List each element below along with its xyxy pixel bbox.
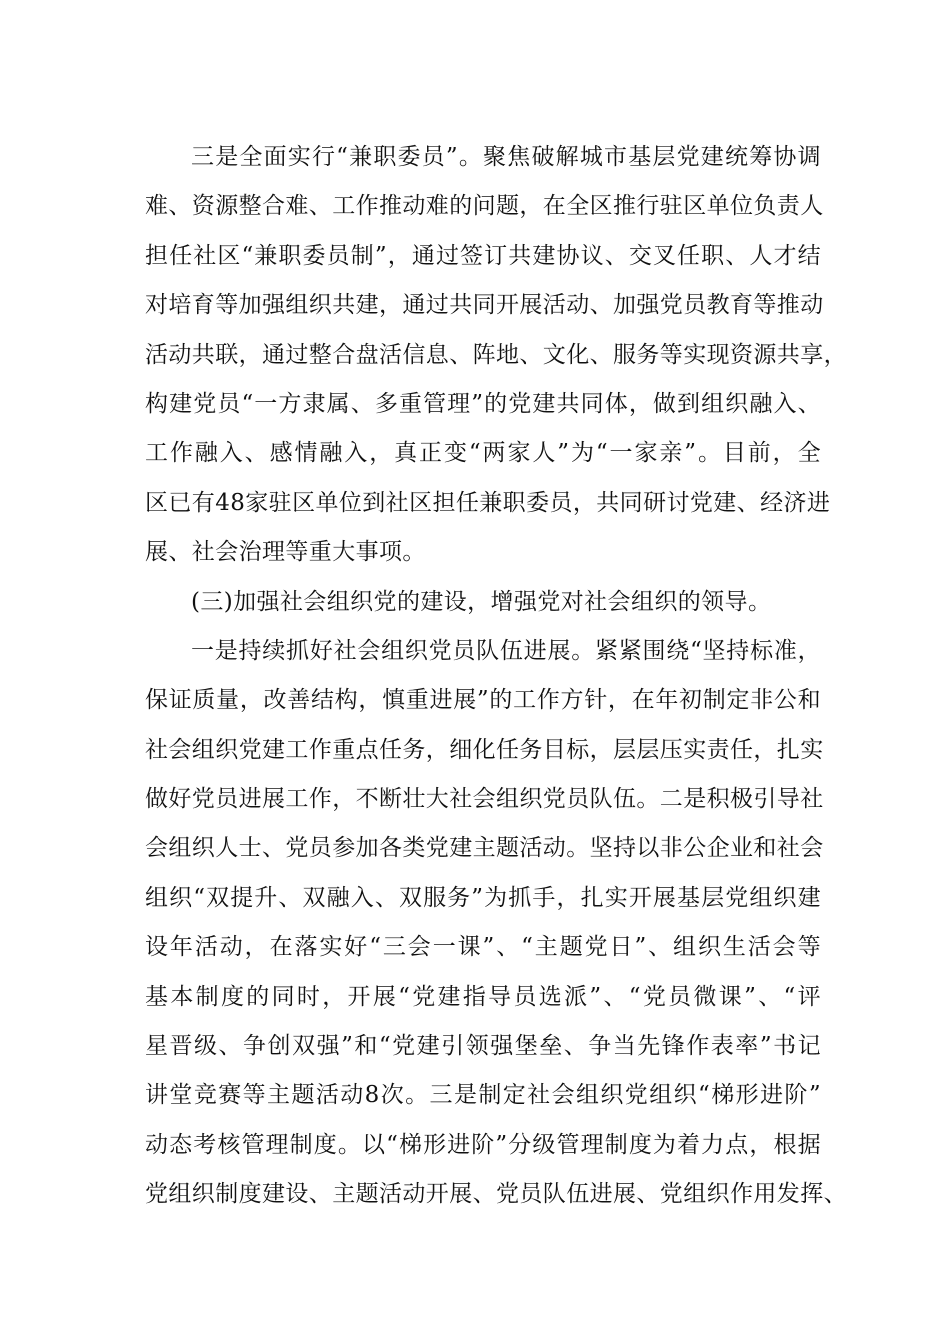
paragraph-line-15: 会组织人士、党员参加各类党建主题活动。坚持以非公企业和社会 — [145, 835, 824, 862]
paragraph-line-4: 对培育等加强组织共建，通过共同开展活动、加强党员教育等推动 — [145, 292, 824, 319]
paragraph-line-2: 难、资源整合难、工作推动难的问题，在全区推行驻区单位负责人 — [145, 193, 824, 220]
paragraph-line-14: 做好党员进展工作，不断壮大社会组织党员队伍。二是积极引导社 — [145, 786, 824, 813]
paragraph-line-6: 构建党员“一方隶属、多重管理”的党建共同体，做到组织融入、 — [145, 390, 821, 417]
section-heading: (三)加强社会组织党的建设，增强党对社会组织的领导。 — [191, 588, 772, 615]
paragraph-line-17: 设年活动，在落实好“三会一课”、“主题党日”、组织生活会等 — [145, 934, 821, 961]
paragraph-line-21: 动态考核管理制度。以“梯形进阶”分级管理制度为着力点，根据 — [145, 1131, 821, 1158]
paragraph-line-5: 活动共联，通过整合盘活信息、阵地、文化、服务等实现资源共享， — [145, 341, 847, 368]
paragraph-line-16: 组织“双提升、双融入、双服务”为抓手，扎实开展基层党组织建 — [145, 884, 821, 911]
paragraph-line-3: 担任社区“兼职委员制”，通过签订共建协议、交叉任职、人才结 — [145, 242, 821, 269]
paragraph-line-13: 社会组织党建工作重点任务，细化任务目标，层层压实责任，扎实 — [145, 736, 824, 763]
paragraph-line-11: 一是持续抓好社会组织党员队伍进展。紧紧围绕“坚持标准， — [191, 637, 821, 664]
paragraph-line-8: 区已有48家驻区单位到社区担任兼职委员，共同研讨党建、经济进 — [145, 489, 831, 516]
paragraph-line-1: 三是全面实行“兼职委员”。聚焦破解城市基层党建统筹协调 — [191, 144, 821, 170]
paragraph-line-20: 讲堂竞赛等主题活动8次。三是制定社会组织党组织“梯形进阶” — [145, 1082, 821, 1109]
paragraph-line-12: 保证质量，改善结构，慎重进展”的工作方针，在年初制定非公和 — [145, 687, 821, 714]
paragraph-line-22: 党组织制度建设、主题活动开展、党员队伍进展、党组织作用发挥、 — [145, 1181, 847, 1208]
paragraph-line-7: 工作融入、感情融入，真正变“两家人”为“一家亲”。目前，全 — [145, 440, 821, 467]
paragraph-line-9: 展、社会治理等重大事项。 — [145, 539, 426, 566]
paragraph-line-19: 星晋级、争创双强”和“党建引领强堡垒、争当先锋作表率”书记 — [145, 1033, 821, 1060]
paragraph-line-18: 基本制度的同时，开展“党建指导员选派”、“党员微课”、“评 — [145, 983, 821, 1010]
